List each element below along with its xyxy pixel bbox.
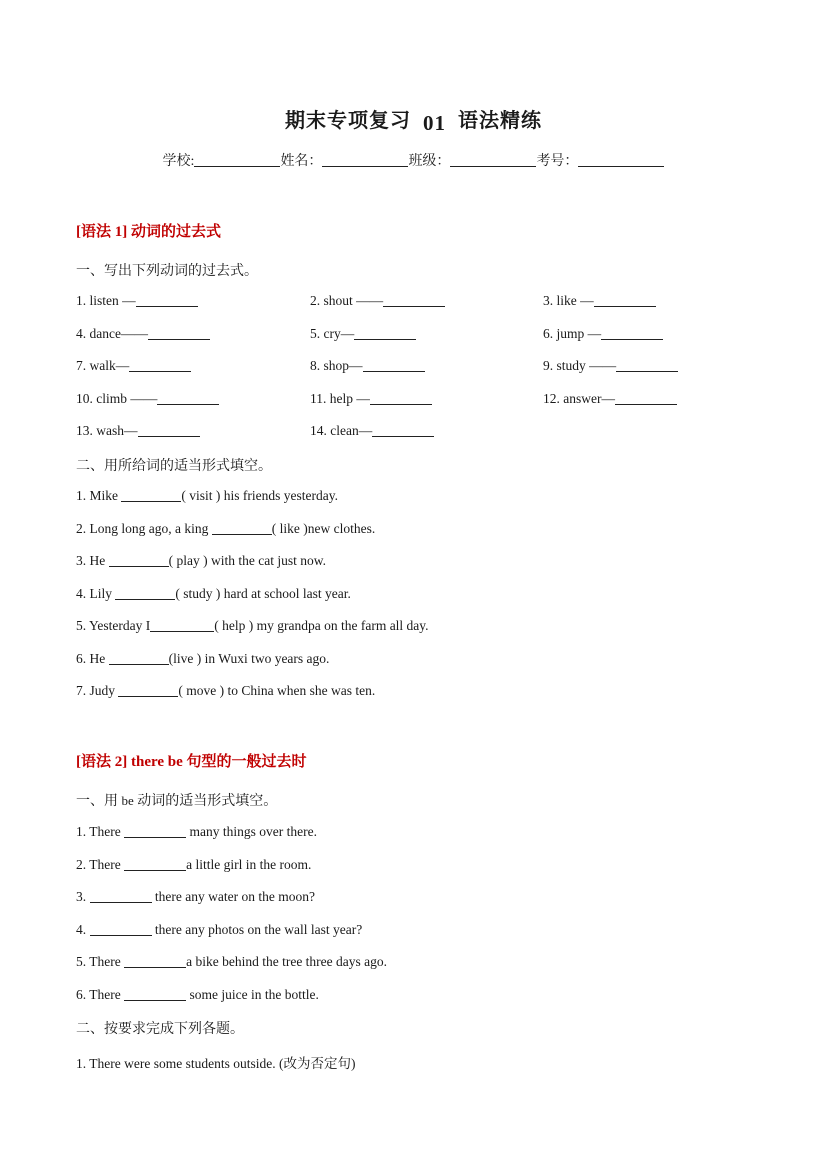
title-part-b: 语法精练 — [458, 110, 542, 132]
fill-sentence: 2. There a little girl in the room. — [76, 857, 312, 872]
name-label: 姓名： — [280, 154, 323, 169]
fill-sentence: 6. He (live ) in Wuxi two years ago. — [76, 651, 330, 666]
fill-sentence: 6. There some juice in the bottle. — [76, 987, 319, 1002]
school-blank[interactable] — [194, 152, 280, 167]
section-1-part-2-title: 二、用所给词的适当形式填空。 — [76, 459, 272, 474]
verb-item: 14. clean— — [310, 423, 434, 439]
fill-sentence: 7. Judy ( move ) to China when she was ten. — [76, 683, 376, 698]
answer-blank[interactable] — [124, 987, 186, 1001]
verb-item: 2. shout —— — [310, 293, 445, 309]
answer-blank[interactable] — [121, 488, 181, 502]
fill-sentence: 4. Lily ( study ) hard at school last year. — [76, 586, 351, 601]
answer-blank[interactable] — [615, 391, 677, 405]
answer-blank[interactable] — [370, 391, 432, 405]
student-info-line — [0, 150, 827, 170]
answer-blank[interactable] — [212, 521, 272, 535]
verb-item: 11. help — — [310, 391, 432, 407]
exam-number-blank[interactable] — [578, 152, 664, 167]
answer-blank[interactable] — [616, 358, 678, 372]
answer-blank[interactable] — [363, 358, 425, 372]
section-1-part-1-title: 一、写出下列动词的过去式。 — [76, 264, 258, 279]
answer-blank[interactable] — [109, 553, 169, 567]
verb-item: 3. like — — [543, 293, 656, 309]
section-2-heading: [语法 2] there be 句型的一般过去时 — [76, 754, 307, 770]
answer-blank[interactable] — [372, 423, 434, 437]
transform-question: 1. There were some students outside. (改为否定句) — [76, 1056, 356, 1071]
verb-item: 7. walk— — [76, 358, 191, 374]
verb-item: 8. shop— — [310, 358, 425, 374]
section-1-heading: [语法 1] 动词的过去式 — [76, 224, 221, 240]
fill-sentence: 1. There many things over there. — [76, 824, 317, 839]
answer-blank[interactable] — [138, 423, 200, 437]
verb-item: 13. wash— — [76, 423, 200, 439]
fill-sentence: 4. there any photos on the wall last year? — [76, 922, 363, 937]
school-label: 学校: — [162, 154, 195, 169]
title-number: 01 — [423, 111, 446, 135]
verb-item: 4. dance—— — [76, 326, 210, 342]
answer-blank[interactable] — [124, 857, 186, 871]
verb-item: 1. listen — — [76, 293, 198, 309]
verb-item: 9. study —— — [543, 358, 678, 374]
fill-sentence: 5. Yesterday I ( help ) my grandpa on the farm all day. — [76, 618, 429, 633]
title-part-a: 期末专项复习 — [285, 110, 411, 132]
answer-blank[interactable] — [601, 326, 663, 340]
fill-sentence: 2. Long long ago, a king ( like )new clothes. — [76, 521, 376, 536]
answer-blank[interactable] — [129, 358, 191, 372]
answer-blank[interactable] — [118, 683, 178, 697]
answer-blank[interactable] — [124, 954, 186, 968]
answer-blank[interactable] — [90, 889, 152, 903]
answer-blank[interactable] — [150, 618, 214, 632]
answer-blank[interactable] — [383, 293, 445, 307]
verb-item: 10. climb —— — [76, 391, 219, 407]
class-label: 班级： — [408, 154, 451, 169]
section-2-part-1-title: 一、用 be 动词的适当形式填空。 — [76, 793, 278, 809]
answer-blank[interactable] — [124, 824, 186, 838]
fill-sentence: 3. there any water on the moon? — [76, 889, 315, 904]
verb-item: 5. cry— — [310, 326, 416, 342]
verb-item: 6. jump — — [543, 326, 663, 342]
fill-sentence: 3. He ( play ) with the cat just now. — [76, 553, 326, 568]
fill-sentence: 5. There a bike behind the tree three days ago. — [76, 954, 388, 969]
fill-sentence: 1. Mike ( visit ) his friends yesterday. — [76, 488, 338, 503]
section-2-part-2-title: 二、按要求完成下列各题。 — [76, 1022, 244, 1037]
answer-blank[interactable] — [109, 651, 169, 665]
class-blank[interactable] — [450, 152, 536, 167]
answer-blank[interactable] — [157, 391, 219, 405]
name-blank[interactable] — [322, 152, 408, 167]
answer-blank[interactable] — [136, 293, 198, 307]
answer-blank[interactable] — [148, 326, 210, 340]
verb-item: 12. answer— — [543, 391, 677, 407]
answer-blank[interactable] — [594, 293, 656, 307]
answer-blank[interactable] — [115, 586, 175, 600]
answer-blank[interactable] — [354, 326, 416, 340]
exam-number-label: 考号： — [536, 154, 579, 169]
answer-blank[interactable] — [90, 922, 152, 936]
page-title — [0, 104, 827, 133]
